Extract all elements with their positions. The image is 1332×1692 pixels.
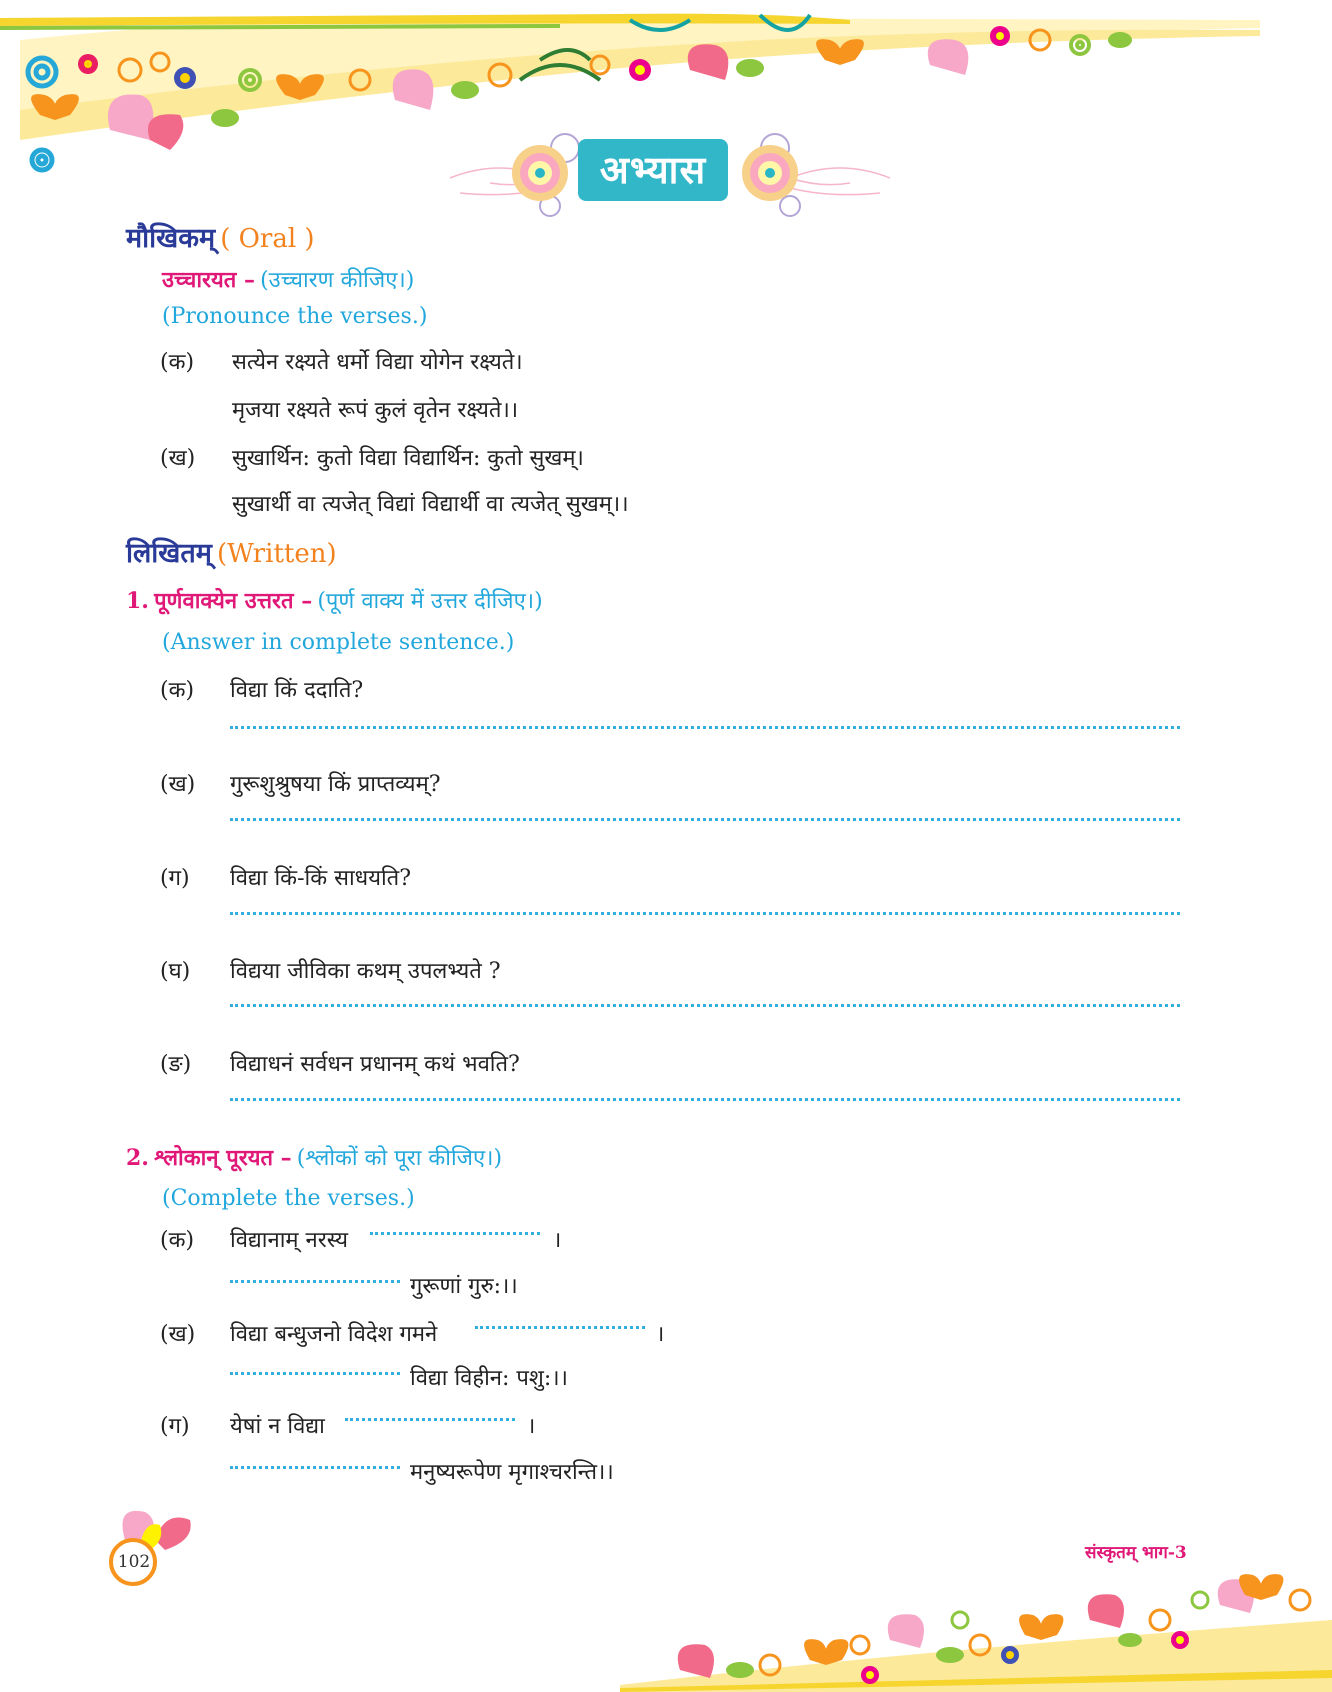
verse-end-text: विद्या विहीन: पशु:।।	[410, 1366, 568, 1391]
q1-question-text: विद्यया जीविका कथम् उपलभ्यते ?	[230, 959, 501, 984]
verse-end-text: मनुष्यरूपेण मृगाश्चरन्ति।।	[410, 1460, 614, 1485]
oral-instruction-paren: (उच्चारण कीजिए।)	[260, 268, 415, 293]
page-number: 102	[117, 1552, 151, 1572]
oral-title-english: ( Oral )	[220, 224, 315, 254]
written-title-english: (Written)	[217, 539, 337, 569]
oral-verse-line: सत्येन रक्ष्यते धर्मो विद्या योगेन रक्ष्यते।	[232, 350, 523, 375]
fill-blank-line[interactable]	[230, 1372, 400, 1375]
written-section-title	[126, 533, 337, 570]
fill-blank-line[interactable]	[370, 1232, 540, 1235]
q1-instruction-paren: (पूर्ण वाक्य में उत्तर दीजिए।)	[317, 589, 543, 614]
oral-verse-line: सुखार्थिन: कुतो विद्या विद्यार्थिन: कुतो सुखम्।	[232, 446, 584, 471]
verse-start-text: विद्यानाम् नरस्य	[230, 1228, 349, 1253]
q1-item-label: (घ)	[160, 959, 191, 984]
fill-blank-line[interactable]	[345, 1418, 515, 1421]
verse-start-text: विद्या बन्धुजनो विदेश गमने	[230, 1322, 438, 1347]
danda: ।	[656, 1322, 665, 1347]
fill-blank-line[interactable]	[230, 1466, 400, 1469]
q2-instruction-english: (Complete the verses.)	[162, 1186, 415, 1211]
oral-verse-label: (क)	[160, 350, 195, 375]
written-title-hindi: लिखितम्	[126, 538, 212, 569]
answer-line[interactable]	[230, 726, 1180, 729]
fill-blank-line[interactable]	[230, 1280, 400, 1283]
oral-title-hindi: मौखिकम्	[126, 223, 216, 254]
oral-verse-line: मृजया रक्ष्यते रूपं कुलं वृतेन रक्ष्यते।।	[232, 398, 519, 423]
page-heading-banner: अभ्यास	[578, 139, 728, 201]
q1-question-text: विद्या किं-किं साधयति?	[230, 866, 411, 891]
q1-item-label: (ङ)	[160, 1052, 192, 1077]
q2-item-label: (ख)	[160, 1322, 196, 1347]
oral-verse-line: सुखार्थी वा त्यजेत् विद्यां विद्यार्थी वा त्यजेत् सुखम्।।	[232, 492, 629, 517]
q2-instruction-hindi: श्लोकान् पूरयत –	[154, 1145, 292, 1171]
danda: ।	[527, 1414, 536, 1439]
q1-question-text: विद्या किं ददाति?	[230, 678, 364, 703]
verse-start-text: येषां न विद्या	[230, 1414, 325, 1439]
answer-line[interactable]	[230, 818, 1180, 821]
q2-item-label: (ग)	[160, 1414, 190, 1439]
page-number-ornament	[105, 1500, 205, 1590]
question-2-instruction	[126, 1142, 502, 1172]
bottom-floral-border	[620, 1560, 1332, 1692]
q2-instruction-paren: (श्लोकों को पूरा कीजिए।)	[296, 1146, 503, 1171]
q1-item-label: (ग)	[160, 866, 190, 891]
answer-line[interactable]	[230, 1098, 1180, 1101]
oral-section-title	[126, 218, 315, 255]
q1-item-label: (क)	[160, 678, 195, 703]
danda: ।	[553, 1228, 562, 1253]
question-number: 2.	[126, 1145, 149, 1171]
answer-line[interactable]	[230, 1004, 1180, 1007]
oral-instruction-hindi: उच्चारयत –	[162, 267, 255, 293]
q1-instruction-english: (Answer in complete sentence.)	[162, 630, 515, 655]
q1-instruction-hindi: पूर्णवाक्येन उत्तरत –	[154, 588, 313, 614]
q1-question-text: गुरूशुश्रुषया किं प्राप्तव्यम्?	[230, 772, 441, 797]
q1-item-label: (ख)	[160, 772, 196, 797]
verse-end-text: गुरूणां गुरु:।।	[410, 1274, 518, 1299]
q2-item-label: (क)	[160, 1228, 195, 1253]
question-number: 1.	[126, 588, 149, 614]
oral-instruction	[162, 264, 414, 294]
book-title: संस्कृतम् भाग-3	[1085, 1543, 1187, 1563]
fill-blank-line[interactable]	[475, 1326, 645, 1329]
q1-question-text: विद्याधनं सर्वधन प्रधानम् कथं भवति?	[230, 1052, 520, 1077]
question-1-instruction	[126, 585, 543, 615]
oral-instruction-english: (Pronounce the verses.)	[162, 304, 428, 329]
oral-verse-label: (ख)	[160, 446, 196, 471]
answer-line[interactable]	[230, 912, 1180, 915]
